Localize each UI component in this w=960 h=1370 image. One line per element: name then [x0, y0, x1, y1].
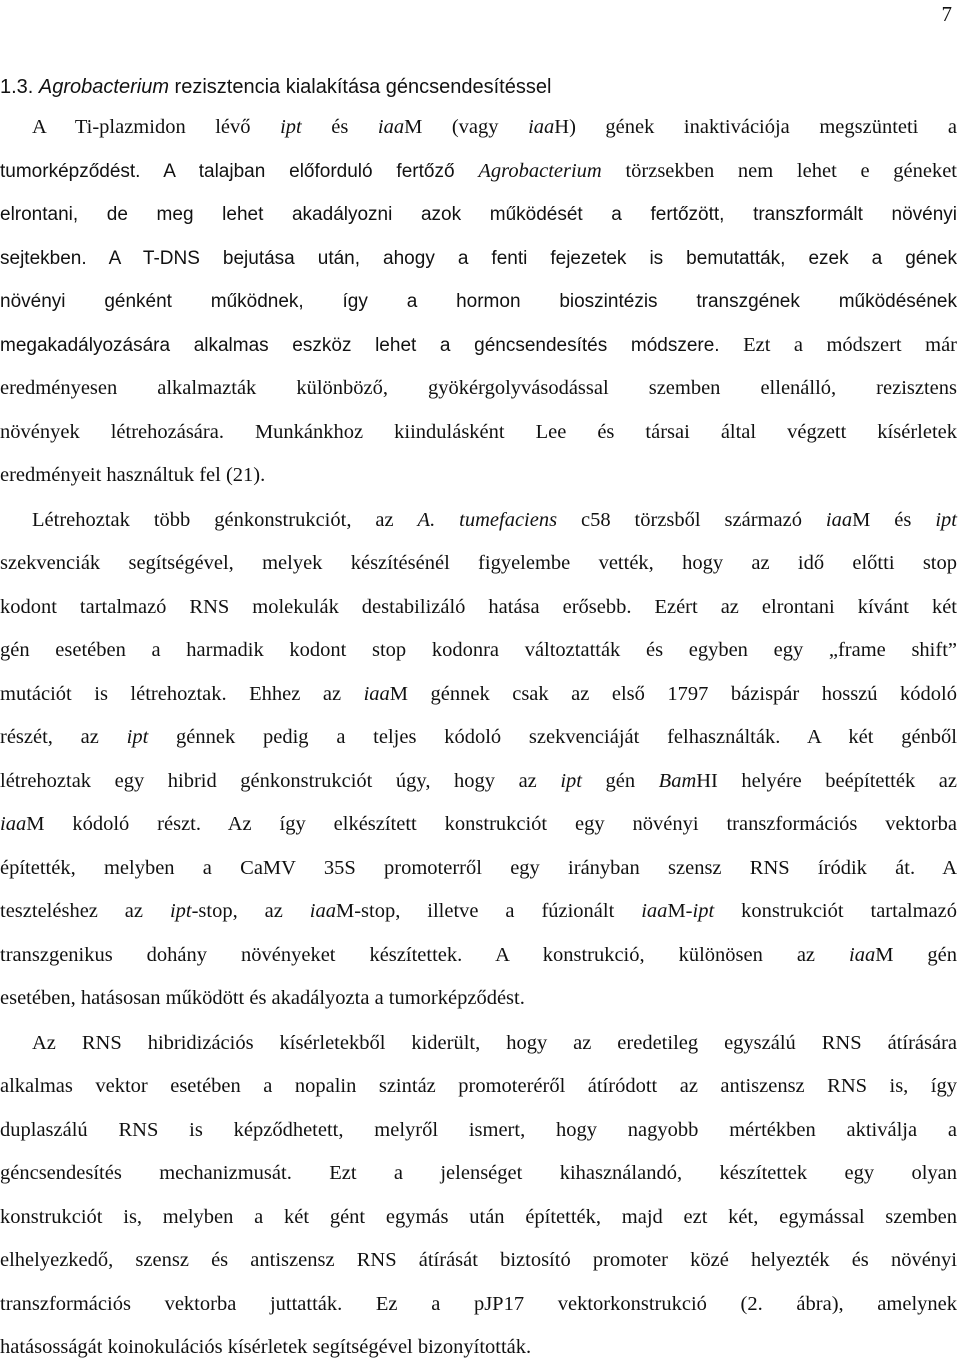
text-line: [0, 1065, 957, 1109]
text-run: c58 törzsből származó: [557, 508, 826, 531]
text-line: [0, 1283, 957, 1327]
italic-text: A. tumefaciens: [417, 508, 558, 531]
text-line: [0, 499, 957, 543]
text-run: konstrukciót tartalmazó: [714, 900, 958, 922]
italic-text: ipt: [169, 900, 192, 922]
text-line: [0, 280, 957, 324]
text-run: növényi génként működnek, így a hormon bioszintézis transzgének működésének: [0, 291, 957, 312]
paragraph: [0, 106, 957, 498]
paragraph-list: [0, 106, 957, 1370]
text-run: létrehoztak egy hibrid génkonstrukciót úgy, hogy az: [0, 769, 561, 792]
italic-text: iaa: [363, 682, 390, 705]
italic-text: iaa: [825, 508, 853, 531]
text-run: Ezt a módszert már: [719, 333, 957, 356]
text-run: M-stop, illetve a fúzionált: [335, 900, 642, 922]
text-line: [0, 760, 957, 804]
text-line: [0, 629, 957, 673]
text-run: transzformációs vektorba juttatták. Ez a pJP17 vektorkonstrukció (2. ábra), amelynek: [0, 1292, 957, 1315]
text-line: [0, 977, 957, 1021]
italic-text: Bam: [658, 769, 697, 792]
document-body: [0, 70, 957, 1370]
italic-text: iaa: [309, 900, 336, 922]
text-line: [0, 586, 957, 630]
italic-text: iaa: [0, 813, 27, 835]
text-line: [0, 106, 957, 150]
text-run: Az RNS hibridizációs kísérletekből kiderült, hogy az eredetileg egyszálú RNS átírására: [32, 1031, 957, 1054]
text-run: génnek pedig a teljes kódoló szekvenciáját felhasználták. A két génből: [148, 726, 957, 748]
text-run: kodont tartalmazó RNS molekulák destabilizáló hatása erősebb. Ezért az elrontani kívánt két: [0, 595, 957, 618]
italic-text: ipt: [935, 508, 957, 531]
text-run: Létrehoztak több génkonstrukciót, az: [32, 508, 418, 531]
text-line: [0, 193, 957, 237]
text-run: transzgenikus dohány növényeket készítettek. A konstrukció, különösen az: [0, 943, 849, 966]
text-run: M gén: [875, 943, 957, 966]
text-run: részét, az: [0, 726, 127, 748]
text-line: [0, 150, 957, 194]
text-run: megakadályozására alkalmas eszköz lehet a géncsendesítés módszere.: [0, 334, 720, 356]
italic-text: ipt: [280, 116, 302, 138]
italic-text: ipt: [692, 900, 715, 922]
text-run: H) gének inaktivációja megszünteti a: [554, 116, 958, 138]
italic-text: iaa: [641, 900, 668, 922]
text-run: törzsekben nem lehet e géneket: [601, 159, 957, 182]
text-run: tumorképződést. A talajban előforduló fertőző: [0, 160, 479, 182]
text-line: [0, 237, 957, 281]
text-run: sejtekben. A T-DNS bejutása után, ahogy a fenti fejezetek is bemutatták, ezek a gének: [0, 247, 957, 269]
text-run: M (vagy: [404, 116, 529, 138]
text-run: eredményeit használtuk fel (21).: [0, 464, 266, 486]
text-run: teszteléshez az: [0, 900, 170, 922]
text-run: építették, melyben a CaMV 35S promoterről egy irányban szensz RNS íródik át. A: [0, 856, 957, 879]
text-run: növények létrehozására. Munkánkhoz kiindulásként Lee és társai által végzett kísérletek: [0, 420, 957, 443]
text-line: [0, 411, 957, 455]
italic-text: ipt: [560, 769, 582, 792]
text-run: HI helyére beépítették az: [696, 769, 957, 792]
text-line: [0, 367, 957, 411]
text-line: [0, 1109, 957, 1153]
section-title-italic: Agrobacterium: [38, 76, 169, 98]
text-run: konstrukciót is, melyben a két gént egymás után építették, majd ezt két, egymással szemben: [0, 1205, 957, 1228]
text-run: duplaszálú RNS is képződhetett, melyről ismert, hogy nagyobb mértékben aktiválja a: [0, 1118, 957, 1141]
text-line: [0, 542, 957, 586]
text-run: alkalmas vektor esetében a nopalin szintáz promoteréről átíródott az antiszensz RNS is, így: [0, 1075, 957, 1097]
text-run: M génnek csak az első 1797 bázispár hosszú kódoló: [389, 682, 957, 705]
text-run: M és: [852, 508, 936, 531]
text-run: hatásosságát koinokulációs kísérletek segítségével bizonyították.: [0, 1336, 532, 1358]
text-run: gén esetében a harmadik kodont stop kodonra változtatták és egyben egy „frame shift”: [0, 639, 957, 661]
text-run: szekvenciák segítségével, melyek készítésénél figyelembe vették, hogy az idő előtti stop: [0, 552, 957, 574]
text-run: géncsendesítés mechanizmusát. Ezt a jelenséget kihasználandó, készítettek egy olyan: [0, 1162, 957, 1184]
text-line: [0, 1326, 957, 1370]
text-line: [0, 673, 957, 717]
text-run: eredményesen alkalmazták különböző, gyökérgolyvásodással szemben ellenálló, rezisztens: [0, 377, 957, 399]
section-title: rezisztencia kialakítása géncsendesítéssel: [174, 76, 552, 98]
paragraph: [0, 499, 957, 1021]
text-line: [0, 803, 957, 847]
text-line: [0, 1196, 957, 1240]
text-line: [0, 454, 957, 498]
text-run: elrontani, de meg lehet akadályozni azok működését a fertőzött, transzformált növényi: [0, 204, 957, 225]
text-run: M kódoló részt. Az így elkészített konstrukciót egy növényi transzformációs vektorba: [26, 813, 957, 835]
text-line: [0, 890, 957, 934]
text-line: [0, 716, 957, 760]
section-heading: [0, 70, 957, 104]
text-run: esetében, hatásosan működött és akadályozta a tumorképződést.: [0, 987, 525, 1009]
text-line: [0, 324, 957, 368]
text-run: és: [301, 116, 378, 138]
text-line: [0, 1239, 957, 1283]
italic-text: iaa: [528, 116, 555, 138]
section-number: 1.3.: [0, 76, 34, 98]
text-run: mutációt is létrehoztak. Ehhez az: [0, 682, 364, 705]
italic-text: iaa: [849, 943, 876, 966]
text-run: M-: [667, 900, 693, 922]
paragraph: [0, 1022, 957, 1370]
italic-text: Agrobacterium: [478, 159, 602, 182]
text-run: A Ti-plazmidon lévő: [32, 116, 281, 138]
text-run: elhelyezkedő, szensz és antiszensz RNS átírását biztosító promoter közé helyezték és növényi: [0, 1249, 957, 1271]
text-run: -stop, az: [191, 900, 310, 922]
text-line: [0, 934, 957, 978]
italic-text: iaa: [377, 116, 405, 138]
page-number: 7: [941, 2, 952, 26]
text-line: [0, 1022, 957, 1066]
text-run: gén: [581, 769, 659, 792]
text-line: [0, 847, 957, 891]
italic-text: ipt: [126, 726, 149, 748]
text-line: [0, 1152, 957, 1196]
